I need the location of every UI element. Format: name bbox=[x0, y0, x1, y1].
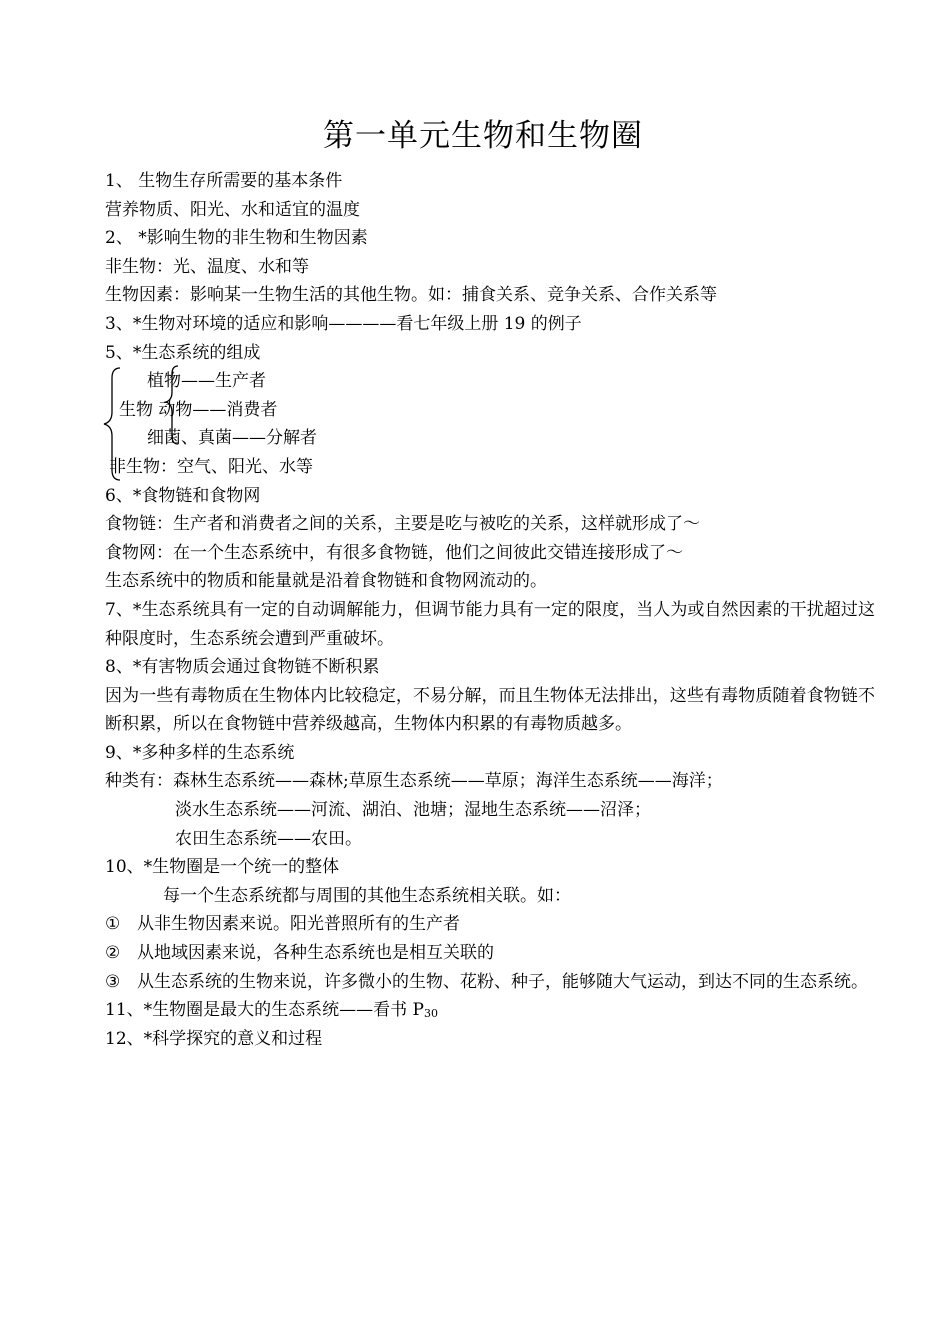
text-line: 淡水生态系统——河流、湖泊、池塘；湿地生态系统——沼泽； bbox=[175, 800, 651, 821]
ecosystem-composition-tree bbox=[105, 367, 875, 481]
text-line: 食物链：生产者和消费者之间的关系，主要是吃与被吃的关系，这样就形成了～ bbox=[105, 514, 700, 535]
text-line: 营养物质、阳光、水和适宜的温度 bbox=[105, 199, 360, 220]
list-item bbox=[105, 968, 875, 997]
tree-item-abiotic: 非生物：空气、阳光、水等 bbox=[109, 456, 313, 477]
text-line: 每一个生态系统都与周围的其他生态系统相关联。如： bbox=[163, 885, 571, 906]
page-subscript: 30 bbox=[423, 1007, 438, 1021]
heading-7: 7、*生态系统具有一定的自动调解能力，但调节能力具有一定的限度，当人为或自然因素的干扰超过这种限度时，生态系统会遭到严重破坏。 bbox=[105, 599, 875, 649]
heading-10: 10、*生物圈是一个统一的整体 bbox=[105, 857, 340, 878]
heading-3: 3、*生物对环境的适应和影响————看七年级上册 19 的例子 bbox=[105, 313, 582, 334]
list-marker: ② bbox=[105, 943, 121, 964]
heading-11 bbox=[105, 996, 875, 1025]
document-body bbox=[105, 167, 875, 1053]
text-line: 非生物：光、温度、水和等 bbox=[105, 256, 309, 277]
heading-1: 1、 生物生存所需要的基本条件 bbox=[105, 171, 343, 191]
list-text: 从生态系统的生物来说，许多微小的生物、花粉、种子，能够随大气运动，到达不同的生态系统。 bbox=[137, 971, 868, 992]
list-text: 从非生物因素来说。阳光普照所有的生产者 bbox=[137, 914, 460, 935]
list-item bbox=[105, 910, 875, 939]
heading-5: 5、*生态系统的组成 bbox=[105, 342, 261, 363]
heading-11-text: 11、*生物圈是最大的生态系统——看书 P bbox=[105, 1000, 424, 1021]
heading-8: 8、*有害物质会通过食物链不断积累 bbox=[105, 657, 380, 678]
text-line: 农田生态系统——农田。 bbox=[175, 828, 362, 849]
text-line: 生物因素：影响某一生物生活的其他生物。如：捕食关系、竞争关系、合作关系等 bbox=[105, 285, 717, 306]
list-item bbox=[105, 939, 875, 968]
list-text: 从地域因素来说，各种生态系统也是相互关联的 bbox=[137, 943, 494, 964]
text-line: 种类有：森林生态系统——森林;草原生态系统——草原；海洋生态系统——海洋； bbox=[105, 771, 723, 792]
curly-brace-icon bbox=[100, 364, 190, 484]
tree-item-producer: 植物——生产者 bbox=[147, 371, 266, 392]
heading-12: 12、*科学探究的意义和过程 bbox=[105, 1028, 323, 1049]
list-marker: ③ bbox=[105, 971, 121, 992]
heading-6: 6、*食物链和食物网 bbox=[105, 485, 261, 506]
heading-9: 9、*多种多样的生态系统 bbox=[105, 742, 295, 763]
tree-item-consumer: 生物 动物——消费者 bbox=[119, 399, 278, 420]
heading-2: 2、 *影响生物的非生物和生物因素 bbox=[105, 228, 368, 249]
tree-item-decomposer: 细菌、真菌——分解者 bbox=[147, 428, 317, 449]
paragraph: 因为一些有毒物质在生物体内比较稳定，不易分解，而且生物体无法排出，这些有毒物质随着食物链不断积累，所以在食物链中营养级越高，生物体内积累的有毒物质越多。 bbox=[105, 685, 875, 735]
page-title: 第一单元生物和生物圈 bbox=[323, 118, 643, 154]
text-line: 食物网：在一个生态系统中，有很多食物链，他们之间彼此交错连接形成了～ bbox=[105, 542, 683, 563]
list-marker: ① bbox=[105, 914, 121, 935]
text-line: 生态系统中的物质和能量就是沿着食物链和食物网流动的。 bbox=[105, 571, 547, 592]
